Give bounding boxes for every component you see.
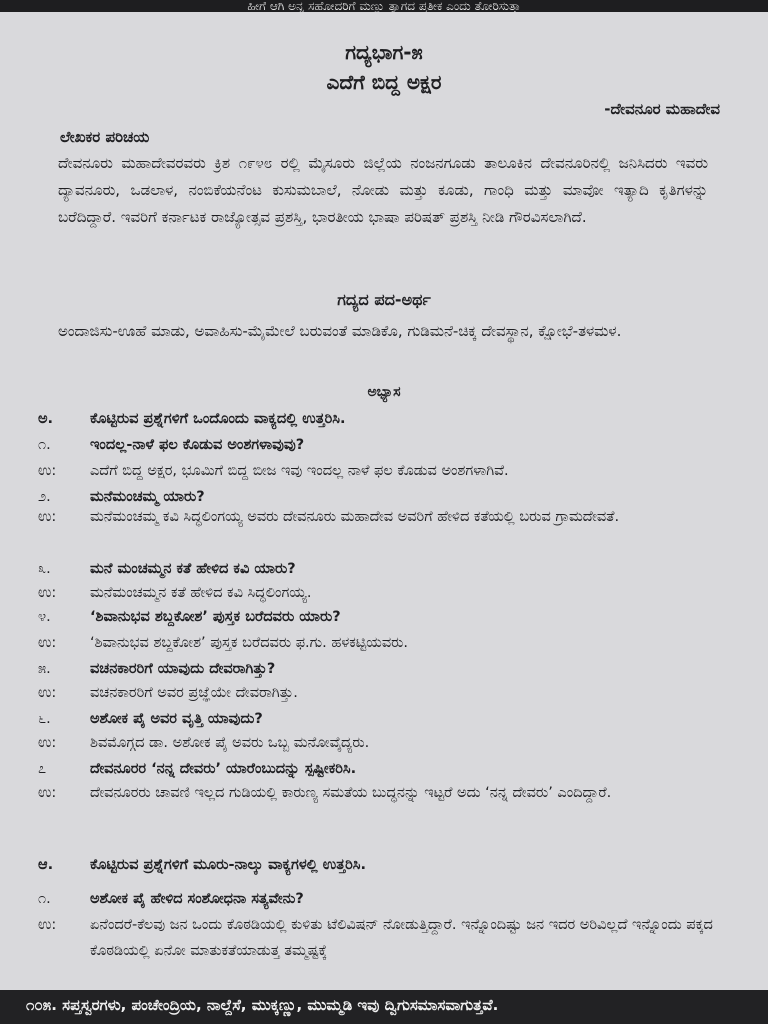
row-text: ‘ಶಿವಾನುಭವ ಶಬ್ದಕೋಶ’ ಪುಸ್ತಕ ಬರೆದವರು ಯಾರು? — [90, 609, 341, 625]
row-text: ಅಶೋಕ ಪೈ ಹೇಳಿದ ಸಂಶೋಧನಾ ಸತ್ಯವೇನು? — [90, 891, 304, 907]
row-text: ವಚನಕಾರರಿಗೆ ಯಾವುದು ದೇವರಾಗಿತ್ತು? — [90, 661, 276, 677]
row-number: ಉ: — [38, 463, 57, 479]
footer-band: ೧೦೫. ಸಪ್ತಸ್ವರಗಳು, ಪಂಚೇಂದ್ರಿಯ, ನಾಲ್ದೆಸೆ, ಮುಕ್ಕಣ್ಣು, ಮುಮ್ಮಡಿ ಇವು ದ್ವಿಗುಸಮಾಸವಾಗುತ್ತವೆ. — [0, 990, 768, 1024]
row-text: ಕೊಟ್ಟಿರುವ ಪ್ರಶ್ನೆಗಳಿಗೆ ಒಂದೊಂದು ವಾಕ್ಯದಲ್ಲಿ ಉತ್ತರಿಸಿ. — [90, 411, 346, 427]
row-number: ಉ: — [38, 735, 57, 751]
row-number: ೫. — [38, 661, 51, 677]
row-text: ಮನೆಮಂಚಮ್ಮ ಯಾರು? — [90, 489, 205, 505]
row-text: ಶಿವಮೊಗ್ಗದ ಡಾ. ಅಶೋಕ ಪೈ ಅವರು ಒಬ್ಬ ಮನೋವೈದ್ಯರು. — [90, 735, 370, 751]
row-text: ಮನೆಮಂಚಮ್ಮನ ಕತೆ ಹೇಳಿದ ಕವಿ ಸಿದ್ಧಲಿಂಗಯ್ಯ. — [90, 585, 312, 601]
row-text: ಅಶೋಕ ಪೈ ಅವರ ವೃತ್ತಿ ಯಾವುದು? — [90, 711, 263, 727]
glossary-heading: ಗದ್ಯದ ಪದ-ಅರ್ಥ — [337, 290, 431, 309]
intro-paragraph: ದೇವನೂರು ಮಹಾದೇವರವರು ಕ್ರಿಶ ೧೯೪೮ ರಲ್ಲಿ ಮೈಸೂರು ಜಿಲ್ಲೆಯ ನಂಜನಗೂಡು ತಾಲೂಕಿನ ದೇವನೂರಿನಲ್ಲಿ ಜನಿಸಿದರು ಇವರು ದ್ಯಾವನೂರು, ಒಡಲಾಳ, ನಂಬಿಕೆಯನೆಂಟ ಕುಸುಮಬಾಲೆ, ನೋಡು ಮತ್ತು ಕೂಡು, ಗಾಂಧಿ ಮತ್ತು ಮಾವೋ ಇತ್ಯಾದಿ ಕೃತಿಗಳನ್ನು ಬರೆದಿದ್ದಾರೆ. ಇವರಿಗೆ ಕರ್ನಾಟಕ ರಾಜ್ಯೋತ್ಸವ ಪ್ರಶಸ್ತಿ, ಭಾರತೀಯ ಭಾಷಾ ಪರಿಷತ್ ಪ್ರಶಸ್ತಿ ನೀಡಿ ಗೌರವಿಸಲಾಗಿದೆ. — [58, 154, 708, 226]
row-number: ಉ: — [38, 585, 57, 601]
row-number: ೩. — [38, 561, 51, 577]
row-number: ಅ. — [38, 411, 54, 427]
row-number: ಉ: — [38, 785, 57, 801]
exercise-heading: ಅಭ್ಯಾಸ — [367, 384, 401, 400]
row-number: ಉ: — [38, 917, 57, 933]
row-text: ದೇವನೂರರ ‘ನನ್ನ ದೇವರು’ ಯಾರೆಂಬುದನ್ನು ಸ್ಪಷ್ಟೀಕರಿಸಿ. — [90, 761, 357, 777]
row-number: ಉ: — [38, 685, 57, 701]
row-text: ಕೊಟ್ಟಿರುವ ಪ್ರಶ್ನೆಗಳಿಗೆ ಮೂರು-ನಾಲ್ಕು ವಾಕ್ಯಗಳಲ್ಲಿ ಉತ್ತರಿಸಿ. — [90, 857, 366, 873]
intro-heading: ಲೇಖಕರ ಪರಿಚಯ — [60, 128, 150, 146]
row-text: ‘ಶಿವಾನುಭವ ಶಬ್ದಕೋಶ’ ಪುಸ್ತಕ ಬರೆದವರು ಫ.ಗು. ಹಳಕಟ್ಟಿಯವರು. — [90, 635, 409, 651]
header-band: ಹೀಗೆ ಆಗಿ ಅನ್ನ ಸಹೋದರಿಗೆ ಮಣ್ಣು ತ್ಯಾಗದ ಪ್ರತೀಕ ಎಂದು ತೋರಿಸುತ್ತಾ — [0, 0, 768, 12]
row-number: ೨. — [38, 489, 51, 505]
row-text: ಏನೆಂದರೆ-ಕೆಲವು ಜನ ಒಂದು ಕೊಠಡಿಯಲ್ಲಿ ಕುಳಿತು ಟೆಲಿವಿಷನ್ ನೋಡುತ್ತಿದ್ದಾರೆ. ಇನ್ನೊಂದಿಷ್ಟು ಜನ ಇದರ ಅರಿವಿಲ್ಲದೆ ಇನ್ನೊಂದು ಪಕ್ಕದ ಕೊಠಡಿಯಲ್ಲಿ ಏನೋ ಮಾತುಕತೆಯಾಡುತ್ತ ತಮ್ಮಷ್ಟಕ್ಕೆ — [90, 917, 713, 959]
row-text: ಮನೆಮಂಚಮ್ಮ ಕವಿ ಸಿದ್ಧಲಿಂಗಯ್ಯ ಅವರು ದೇವನೂರು ಮಹಾದೇವ ಅವರಿಗೆ ಹೇಳಿದ ಕತೆಯಲ್ಲಿ ಬರುವ ಗ್ರಾಮದೇವತೆ. — [90, 509, 620, 525]
row-number: ಆ. — [38, 857, 54, 873]
row-number: ಉ: — [38, 509, 57, 525]
row-number: ೪. — [38, 609, 51, 625]
section-heading: ಗದ್ಯಭಾಗ-೫ — [345, 40, 423, 64]
author-name: -ದೇವನೂರ ಮಹಾದೇವ — [604, 100, 720, 118]
row-text: ಇಂದಲ್ಲ-ನಾಳೆ ಫಲ ಕೊಡುವ ಅಂಶಗಳಾವುವು? — [90, 437, 305, 453]
row-number: ೬. — [38, 711, 51, 727]
chapter-title: ಎದೆಗೆ ಬಿದ್ದ ಅಕ್ಷರ — [326, 70, 442, 94]
row-number: ೧. — [38, 891, 51, 907]
row-number: ಉ: — [38, 635, 57, 651]
row-number: ೧. — [38, 437, 51, 453]
row-text: ದೇವನೂರರು ಚಾವಣಿ ಇಲ್ಲದ ಗುಡಿಯಲ್ಲಿ ಕಾರುಣ್ಯ ಸಮತೆಯ ಬುದ್ಧನನ್ನು ಇಟ್ಟರೆ ಅದು ‘ನನ್ನ ದೇವರು’ ಎಂದಿದ್ದಾರೆ. — [90, 785, 612, 801]
glossary-paragraph: ಅಂದಾಜಿಸು-ಊಹೆ ಮಾಡು, ಅವಾಹಿಸು-ಮೈಮೇಲೆ ಬರುವಂತೆ ಮಾಡಿಕೊ, ಗುಡಿಮನೆ-ಚಿಕ್ಕ ದೇವಸ್ಥಾನ, ಕ್ಷೋಭೆ-ತಳಮಳ. — [58, 322, 622, 340]
row-text: ಎದೆಗೆ ಬಿದ್ದ ಅಕ್ಷರ, ಭೂಮಿಗೆ ಬಿದ್ದ ಬೀಜ ಇವು ಇಂದಲ್ಲ ನಾಳೆ ಫಲ ಕೊಡುವ ಅಂಶಗಳಾಗಿವೆ. — [90, 463, 509, 479]
row-text: ವಚನಕಾರರಿಗೆ ಅವರ ಪ್ರಜ್ಞೆಯೇ ದೇವರಾಗಿತ್ತು. — [90, 685, 298, 701]
row-text: ಮನೆ ಮಂಚಮ್ಮನ ಕತೆ ಹೇಳಿದ ಕವಿ ಯಾರು? — [90, 561, 296, 577]
row-number: ೭ — [38, 761, 47, 777]
